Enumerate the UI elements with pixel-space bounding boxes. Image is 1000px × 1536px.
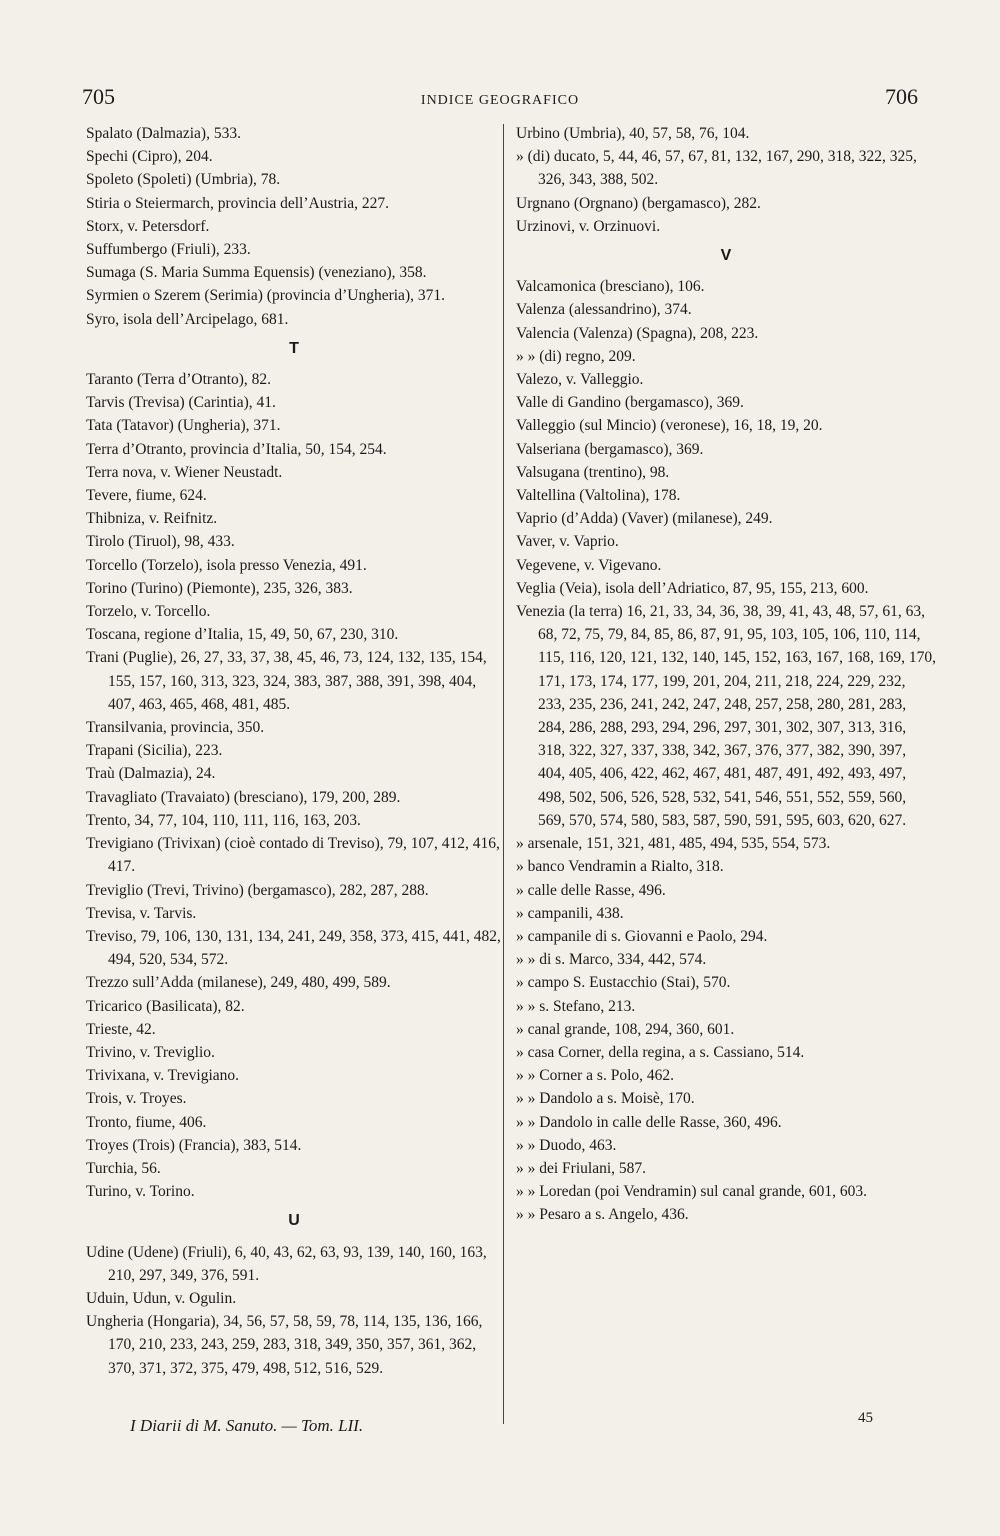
index-entry: Veglia (Veia), isola dell’Adriatico, 87, 95, 155, 213, 600.	[516, 579, 869, 597]
index-entry: Valleggio (sul Mincio) (veronese), 16, 18, 19, 20.	[516, 417, 823, 435]
index-entry: » » dei Friulani, 587.	[516, 1159, 647, 1177]
index-entry: » campanili, 438.	[516, 904, 624, 922]
index-entry: » campo S. Eustacchio (Stai), 570.	[516, 974, 731, 992]
index-entry: Spechi (Cipro), 204.	[86, 148, 213, 166]
index-entry: Trois, v. Troyes.	[86, 1090, 187, 1108]
index-entry: » » Dandolo in calle delle Rasse, 360, 496.	[516, 1113, 782, 1131]
index-entry: Valtellina (Valtolina), 178.	[516, 487, 681, 505]
index-entry: » » Corner a s. Polo, 462.	[516, 1067, 675, 1085]
index-entry: Syro, isola dell’Arcipelago, 681.	[86, 310, 289, 328]
page-header	[82, 84, 918, 118]
index-entry: Terra d’Otranto, provincia d’Italia, 50, 154, 254.	[86, 440, 387, 458]
index-entry: Storx, v. Petersdorf.	[86, 217, 210, 235]
index-entry: Trapani (Sicilia), 223.	[86, 742, 223, 760]
index-entry: Torino (Turino) (Piemonte), 235, 326, 383.	[86, 579, 353, 597]
index-entry: Urgnano (Orgnano) (bergamasco), 282.	[516, 194, 761, 212]
right-index-column	[516, 122, 936, 1227]
index-entry: Traù (Dalmazia), 24.	[86, 765, 216, 783]
index-entry: Valseriana (bergamasco), 369.	[516, 440, 704, 458]
right-page-number: 706	[884, 84, 918, 109]
index-entry: Syrmien o Szerem (Serimia) (provincia d’Ungheria), 371.	[86, 287, 445, 305]
index-entry: » canal grande, 108, 294, 360, 601.	[516, 1020, 735, 1038]
index-entry: Trivino, v. Treviglio.	[86, 1043, 215, 1061]
index-entry: Tata (Tatavor) (Ungheria), 371.	[86, 417, 281, 435]
index-entry: Toscana, regione d’Italia, 15, 49, 50, 67, 230, 310.	[86, 626, 399, 644]
index-entry: » » di s. Marco, 334, 442, 574.	[516, 951, 707, 969]
index-entry: Trevigiano (Trivixan) (cioè contado di Treviso), 79, 107, 412, 416, 417.	[86, 835, 500, 876]
index-entry: » casa Corner, della regina, a s. Cassiano, 514.	[516, 1043, 805, 1061]
signature-mark: 45	[858, 1410, 873, 1426]
index-entry: » arsenale, 151, 321, 481, 485, 494, 535, 554, 573.	[516, 835, 831, 853]
index-entry: Spoleto (Spoleti) (Umbria), 78.	[86, 171, 281, 189]
index-entry: Venezia (la terra) 16, 21, 33, 34, 36, 38, 39, 41, 43, 48, 57, 61, 63, 68, 72, 75, 79, 84, 85, 86, 87, 91, 95, 103, 105, 106, 110, 114, 115, 116, 120, 121, 132, 140, 145, 152, 163, 167, 168, 169, 170, 171, 173, 174, 177, 199, 201, 204, 211, 218, 224, 229, 232, 233, 235, 236, 241, 242, 247, 248, 257, 258, 280, 281, 283, 284, 286, 288, 293, 294, 296, 297, 301, 302, 307, 313, 316, 318, 322, 327, 337, 338, 342, 367, 376, 377, 382, 390, 397, 404, 405, 406, 422, 462, 467, 481, 487, 491, 492, 493, 497, 498, 502, 506, 526, 528, 532, 541, 546, 551, 552, 559, 560, 569, 570, 574, 580, 583, 587, 590, 591, 595, 603, 620, 627.	[516, 603, 936, 829]
index-entry: Trezzo sull’Adda (milanese), 249, 480, 499, 589.	[86, 974, 391, 992]
index-entry: Tevere, fiume, 624.	[86, 487, 207, 505]
index-entry: Taranto (Terra d’Otranto), 82.	[86, 371, 272, 389]
running-title: INDICE GEOGRAFICO	[420, 93, 580, 108]
index-entry: Trivixana, v. Trevigiano.	[86, 1067, 240, 1085]
index-entry: Sumaga (S. Maria Summa Equensis) (veneziano), 358.	[86, 264, 427, 282]
index-entry: » » Duodo, 463.	[516, 1136, 617, 1154]
index-entry: Travagliato (Travaiato) (bresciano), 179, 200, 289.	[86, 788, 401, 806]
index-entry: Ungheria (Hongaria), 34, 56, 57, 58, 59, 78, 114, 135, 136, 166, 170, 210, 233, 243, 259, 283, 318, 349, 350, 357, 361, 362, 370, 371, 372, 375, 479, 498, 512, 516, 529.	[86, 1313, 483, 1377]
index-entry: » calle delle Rasse, 496.	[516, 881, 666, 899]
index-entry: Turino, v. Torino.	[86, 1183, 195, 1201]
index-entry: » campanile di s. Giovanni e Paolo, 294.	[516, 927, 768, 945]
index-entry: Valsugana (trentino), 98.	[516, 463, 670, 481]
index-entry: Suffumbergo (Friuli), 233.	[86, 241, 251, 259]
index-entry: Valcamonica (bresciano), 106.	[516, 278, 705, 296]
index-entry: Stiria o Steiermarch, provincia dell’Austria, 227.	[86, 194, 390, 212]
index-entry: Terra nova, v. Wiener Neustadt.	[86, 463, 283, 481]
index-entry: Urbino (Umbria), 40, 57, 58, 76, 104.	[516, 125, 750, 142]
index-entry: » » s. Stefano, 213.	[516, 997, 636, 1015]
column-divider	[503, 124, 504, 1424]
index-entry: Urzinovi, v. Orzinuovi.	[516, 217, 661, 235]
index-entry: Tirolo (Tiruol), 98, 433.	[86, 533, 235, 551]
index-entry: Valencia (Valenza) (Spagna), 208, 223.	[516, 324, 759, 342]
index-entry: Turchia, 56.	[86, 1159, 161, 1177]
index-entry: Valle di Gandino (bergamasco), 369.	[516, 394, 744, 412]
section-letter: U	[288, 1212, 300, 1230]
index-entry: Vaprio (d’Adda) (Vaver) (milanese), 249.	[516, 510, 773, 528]
index-entry: Thibniza, v. Reifnitz.	[86, 510, 218, 528]
index-entry: Tarvis (Trevisa) (Carintia), 41.	[86, 394, 276, 412]
index-entry: Uduin, Udun, v. Ogulin.	[86, 1289, 237, 1307]
index-entry: Trani (Puglie), 26, 27, 33, 37, 38, 45, 46, 73, 124, 132, 135, 154, 155, 157, 160, 313, 323, 324, 383, 387, 388, 391, 398, 404, 407, 463, 465, 468, 481, 485.	[86, 649, 487, 713]
section-letter: V	[720, 247, 732, 265]
index-entry: Tronto, fiume, 406.	[86, 1113, 207, 1131]
index-entry: Treviglio (Trevi, Trivino) (bergamasco), 282, 287, 288.	[86, 881, 429, 899]
index-entry: Troyes (Trois) (Francia), 383, 514.	[86, 1136, 302, 1154]
index-entry: Trieste, 42.	[86, 1020, 156, 1038]
index-entry: Transilvania, provincia, 350.	[86, 719, 265, 737]
index-entry: Valezo, v. Valleggio.	[516, 371, 644, 389]
index-entry: Vaver, v. Vaprio.	[516, 533, 619, 551]
index-entry: Torcello (Torzelo), isola presso Venezia, 491.	[86, 556, 367, 574]
index-entry: » » Dandolo a s. Moisè, 170.	[516, 1090, 695, 1108]
index-entry: » (di) ducato, 5, 44, 46, 57, 67, 81, 132, 167, 290, 318, 322, 325, 326, 343, 388, 502.	[516, 148, 917, 189]
index-entry: Valenza (alessandrino), 374.	[516, 301, 692, 319]
index-entry: Udine (Udene) (Friuli), 6, 40, 43, 62, 63, 93, 139, 140, 160, 163, 210, 297, 349, 376, 591.	[86, 1243, 487, 1284]
index-entry: » » Pesaro a s. Angelo, 436.	[516, 1206, 689, 1224]
section-letter: T	[289, 339, 299, 357]
index-entry: Trevisa, v. Tarvis.	[86, 904, 197, 922]
index-entry: Treviso, 79, 106, 130, 131, 134, 241, 249, 358, 373, 415, 441, 482, 494, 520, 534, 572.	[86, 927, 501, 969]
footer-title: I Diarii di M. Sanuto. — Tom. LII.	[130, 1416, 364, 1435]
left-page-number: 705	[82, 84, 115, 109]
index-entry: » banco Vendramin a Rialto, 318.	[516, 858, 724, 876]
index-entry: Spalato (Dalmazia), 533.	[86, 125, 241, 142]
index-entry: Trento, 34, 77, 104, 110, 111, 116, 163, 203.	[86, 811, 361, 829]
index-entry: Torzelo, v. Torcello.	[86, 603, 211, 621]
index-entry: » » Loredan (poi Vendramin) sul canal grande, 601, 603.	[516, 1183, 867, 1201]
index-entry: Tricarico (Basilicata), 82.	[86, 997, 245, 1015]
left-index-column	[86, 122, 502, 1380]
index-entry: Vegevene, v. Vigevano.	[516, 556, 662, 574]
index-entry: » » (di) regno, 209.	[516, 347, 636, 365]
